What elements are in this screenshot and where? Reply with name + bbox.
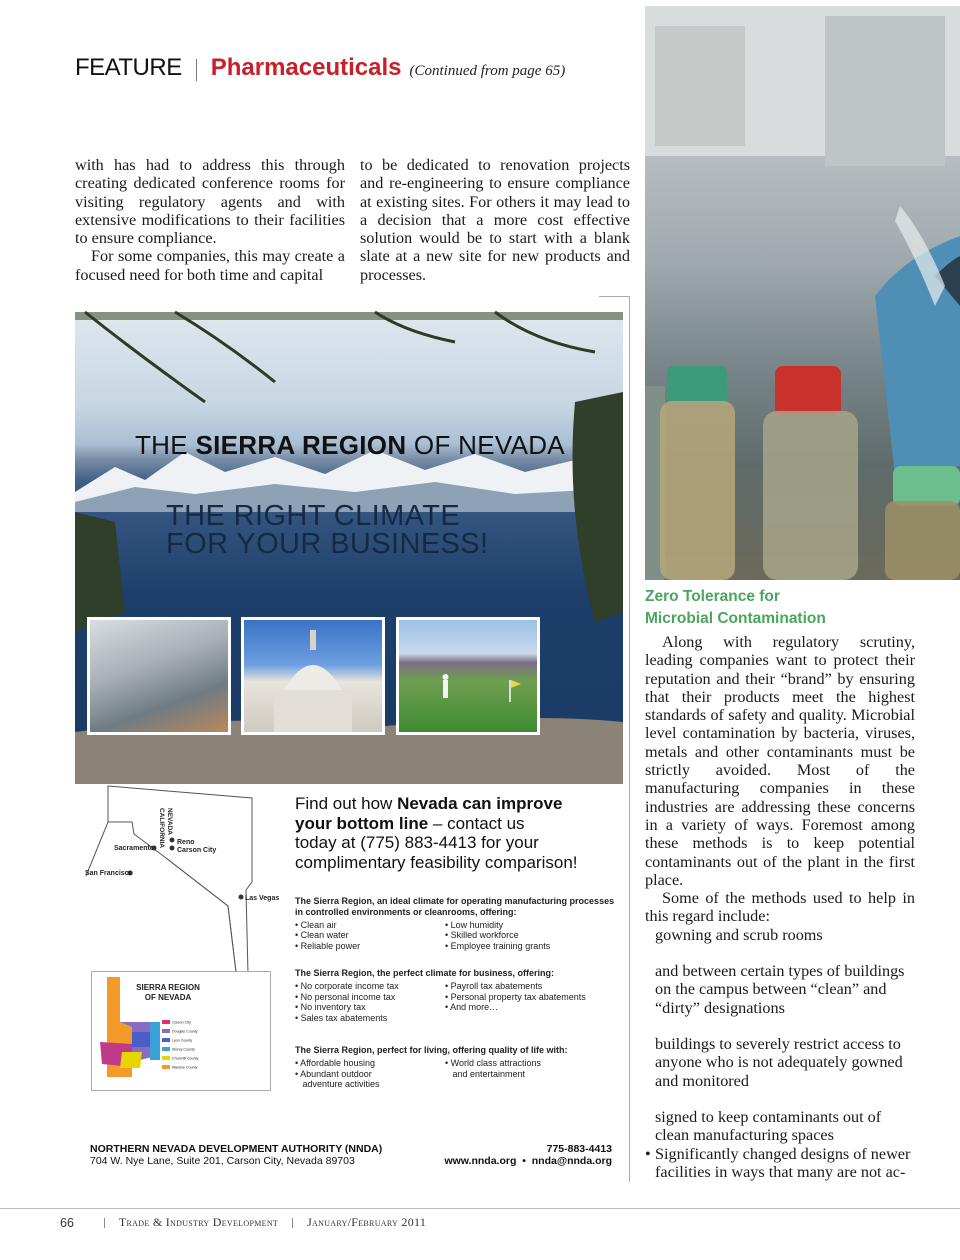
benefit-item: adventure activities: [295, 1079, 380, 1090]
nevada-map: [80, 786, 280, 976]
lab-bottles-photo: [645, 6, 960, 580]
lab-photo-art: [645, 6, 960, 580]
map-label-lasvegas: Las Vegas: [245, 895, 280, 902]
block-heading: The Sierra Region, an ideal climate for operating manufacturing processes in controlled environments or cleanrooms, offering:: [295, 896, 615, 917]
sierra-ad-banner: [75, 312, 623, 784]
list-item: [645, 962, 920, 1017]
inset-legend: Carson City: [172, 1020, 191, 1025]
sierra-region-inset-map: [91, 971, 271, 1091]
benefit-item: • No personal income tax: [295, 991, 396, 1002]
feature-label: FEATURE: [75, 54, 182, 81]
benefit-item: • Sales tax abatements: [295, 1013, 388, 1024]
separator-dot: •: [522, 1155, 526, 1167]
ad-tagline-line: THE RIGHT CLIMATE: [166, 500, 461, 532]
ad-call-to-action: [295, 794, 625, 872]
inset-map-art: [92, 972, 272, 1092]
benefit-item: [445, 1079, 605, 1090]
org-name: NORTHERN NEVADA DEVELOPMENT AUTHORITY (NNDA): [90, 1143, 383, 1155]
benefit-item: • Affordable housing: [295, 1057, 376, 1068]
org-email-link[interactable]: nnda@nnda.org: [531, 1155, 612, 1167]
list-line: on the campus between “clean” and: [655, 980, 887, 999]
benefit-item: • Clean air: [295, 919, 337, 930]
inset-legend: Churchill County: [172, 1056, 199, 1061]
continued-note: (Continued from page 65): [409, 63, 566, 79]
ad-title: [135, 430, 565, 461]
cta-text: – contact us: [428, 813, 525, 833]
cta-text: Find out how: [295, 794, 398, 813]
section-title: Pharmaceuticals: [210, 54, 402, 81]
ad-title-text: OF NEVADA: [406, 430, 565, 460]
block-heading: The Sierra Region, perfect for living, offering quality of life with:: [295, 1045, 568, 1055]
list-line: anyone who is not adequately gowned: [655, 1053, 903, 1072]
benefit-item: • Reliable power: [295, 941, 361, 952]
benefit-item: • No corporate income tax: [295, 980, 399, 991]
publication-name: Trade & Industry Development: [118, 1215, 279, 1229]
sidebar-heading-line: Zero Tolerance for: [645, 588, 780, 605]
list-item: [645, 926, 920, 944]
sidebar-body: [645, 633, 915, 926]
benefit-item: • Payroll tax abatements: [445, 980, 543, 991]
ad-living-block: [295, 1045, 615, 1090]
list-line: “dirty” designations: [655, 998, 785, 1017]
benefit-item: [445, 1013, 605, 1024]
list-item: [645, 1035, 920, 1090]
benefit-item: • Personal property tax abatements: [445, 991, 586, 1002]
inset-legend: Storey County: [172, 1047, 195, 1052]
org-phone: 775-883-4413: [546, 1143, 612, 1155]
list-item: [645, 1108, 920, 1181]
paragraph: For some companies, this may create a focused need for both time and capital: [75, 247, 345, 284]
page-number: 66: [60, 1215, 74, 1230]
cta-text: today at (775) 883-4413 for your: [295, 833, 539, 852]
map-label-california: CALIFORNIA: [158, 808, 165, 849]
list-line: facilities in ways that many are not ac-: [655, 1162, 906, 1181]
benefit-item: • Clean water: [295, 930, 349, 941]
ad-tagline-line: FOR YOUR BUSINESS!: [166, 528, 489, 560]
body-column-1: [75, 156, 345, 284]
factory-worker-photo: [87, 617, 231, 735]
page-footer: [60, 1215, 426, 1230]
benefit-grid: [295, 981, 615, 1024]
ad-title-bold: SIERRA REGION: [195, 430, 407, 460]
issue-date: January/February 2011: [307, 1215, 427, 1229]
cta-bold: your bottom line: [295, 813, 429, 833]
benefit-item: • No inventory tax: [295, 1002, 366, 1013]
ad-benefits-block: [295, 896, 615, 952]
map-label-sanfrancisco: San Francisco: [85, 870, 133, 877]
inset-legend: Washoe County: [172, 1065, 198, 1070]
benefit-item: • And more…: [445, 1002, 499, 1013]
ad-tagline: [166, 502, 489, 558]
org-address: 704 W. Nye Lane, Suite 201, Carson City, Nevada 89703: [90, 1155, 355, 1167]
inset-title: OF NEVADA: [144, 993, 192, 1002]
list-line: gowning and scrub rooms: [655, 926, 823, 944]
sidebar-heading-line: Microbial Contamination: [645, 610, 826, 627]
footer-rule: [0, 1208, 960, 1209]
cta-text: complimentary feasibility comparison!: [295, 852, 578, 872]
body-column-2: [360, 156, 630, 284]
list-line: and between certain types of buildings: [655, 962, 905, 980]
footer-divider: [292, 1218, 293, 1228]
block-heading: The Sierra Region, the perfect climate for business, offering:: [295, 968, 555, 978]
inset-legend: Lyon County: [172, 1038, 193, 1043]
paragraph: to be dedicated to renovation projects and re-engineering to ensure compliance at existing sites. For others it may lead to a decision that a more cost effective solution would be to start with a blank slate at a new site for new products and processes.: [360, 156, 630, 284]
ad-frame-line: [629, 296, 630, 1182]
benefit-item: • Low humidity: [445, 919, 504, 930]
map-label-nevada: NEVADA: [166, 808, 173, 835]
bullet-icon: •: [645, 1144, 651, 1163]
list-line: Significantly changed designs of newer: [655, 1144, 911, 1163]
map-label-reno: Reno: [177, 839, 195, 846]
paragraph: with has had to address this through creating dedicated conference rooms for visiting regulatory agents and with extensive modifications to their facilities to ensure compliance.: [75, 156, 345, 248]
benefit-grid: [295, 1058, 615, 1090]
list-line: and monitored: [655, 1071, 749, 1090]
benefit-grid: [295, 920, 615, 952]
org-contact: [90, 1143, 382, 1167]
list-line: clean manufacturing spaces: [655, 1126, 834, 1145]
header-divider: [196, 59, 197, 81]
benefit-item: • Skilled workforce: [445, 930, 519, 941]
paragraph: Some of the methods used to help in this regard include:: [645, 889, 915, 926]
benefit-item: • World class attractions: [445, 1057, 542, 1068]
sidebar-heading: [645, 586, 945, 630]
benefit-item: • Abundant outdoor: [295, 1068, 372, 1079]
benefit-item: and entertainment: [445, 1068, 526, 1079]
ad-business-block: [295, 968, 615, 1024]
map-label-carson: Carson City: [177, 847, 217, 854]
org-contact-info: [420, 1143, 612, 1167]
page-header: [75, 54, 565, 86]
inset-legend: Douglas County: [172, 1029, 198, 1034]
list-line: buildings to severely restrict access to: [655, 1035, 901, 1053]
list-line: signed to keep contaminants out of: [655, 1108, 882, 1126]
map-label-sacramento: Sacramento: [114, 845, 155, 852]
capitol-dome-photo: [241, 617, 385, 735]
golf-course-photo: [396, 617, 540, 735]
org-website-link[interactable]: www.nnda.org: [444, 1155, 517, 1167]
golfer-art: [399, 620, 537, 732]
bullet-line: [645, 1145, 920, 1163]
paragraph: Along with regulatory scrutiny, leading companies want to protect their reputation and their “brand” by ensuring that their products meet the highest standards of safety and quality. Microbial level contamination by bacteria, viruses, metals and other contaminants must be strictly avoided. Most of the manufacturing companies in these industries are addressing these concerns in a variety of ways. Foremost among these methods is to keep potential contaminants out of the plant in the first place.: [645, 633, 915, 889]
benefit-item: • Employee training grants: [445, 941, 551, 952]
ad-title-text: THE: [135, 430, 196, 460]
ad-frame-line: [599, 296, 630, 297]
footer-divider: [104, 1218, 105, 1228]
inset-title: SIERRA REGION: [136, 983, 200, 992]
cta-bold: Nevada can improve: [397, 794, 563, 813]
dome-art: [244, 620, 382, 732]
